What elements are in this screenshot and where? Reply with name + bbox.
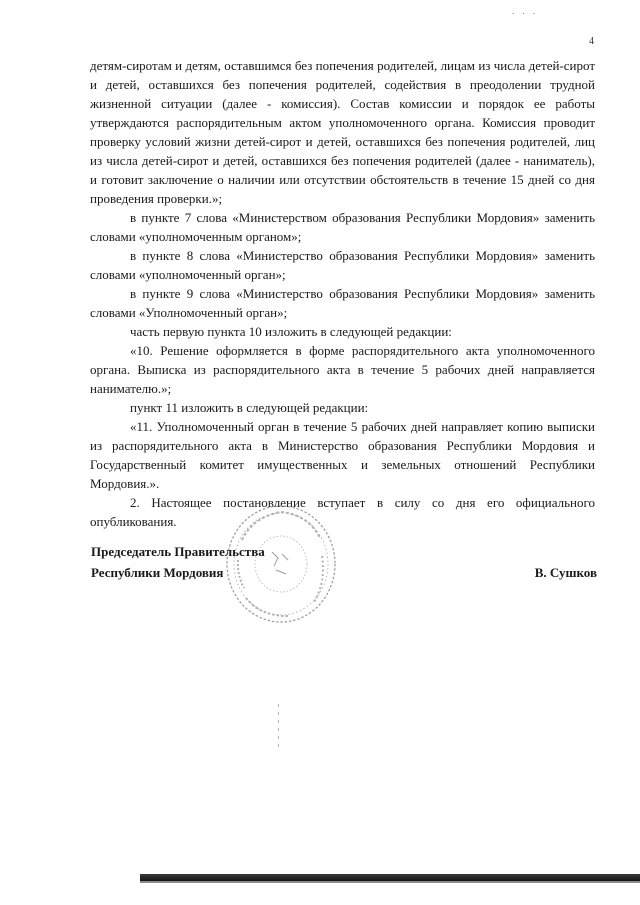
paragraph-item-9: в пункте 9 слова «Министерство образования Республики Мордовия» заменить словами «Уполномоченный орган»; — [90, 286, 595, 320]
paragraph-item-10-intro: часть первую пункта 10 изложить в следующей редакции: — [130, 324, 452, 339]
scan-marks: . . . — [512, 6, 539, 16]
paragraph-item-11-intro: пункт 11 изложить в следующей редакции: — [130, 400, 369, 415]
paragraph-item-8: в пункте 8 слова «Министерство образования Республики Мордовия» заменить словами «уполномоченный орган»; — [90, 248, 595, 282]
document-body — [90, 56, 595, 531]
paragraph-item-7: в пункте 7 слова «Министерством образования Республики Мордовия» заменить словами «уполномоченным органом»; — [90, 210, 595, 244]
scan-edge-bar — [140, 874, 640, 881]
scan-edge-shadow — [140, 881, 640, 883]
paragraph-continuation: детям-сиротам и детям, оставшимся без попечения родителей, лицам из числа детей-сирот и детей, оставшихся без попечения родителей, содействия в преодолении трудной жизненной ситуации (далее - комиссия). Состав комиссии и порядок ее работы утверждаются распорядительным актом уполномоченного органа. Комиссия проводит проверку условий жизни детей-сирот и детей, оставшихся без попечения родителей, лиц из числа детей-сирот и детей, оставшихся без попечения родителей (далее - наниматель), и готовит заключение о наличии или отсутствии обстоятельств в течение 15 дней со дня проведения проверки.»; — [90, 58, 595, 206]
page-number: 4 — [589, 36, 594, 47]
paragraph-item-10-text: «10. Решение оформляется в форме распорядительного акта уполномоченного органа. Выписка из распорядительного акта в течение 5 рабочих дней направляется нанимателю.»; — [90, 343, 595, 396]
paragraph-item-11-text: «11. Уполномоченный орган в течение 5 рабочих дней направляет копию выписки из распорядительного акта в Министерство образования Республики Мордовия и Государственный комитет имущественных и земельных отношений Республики Мордовия.». — [90, 419, 595, 491]
signature-block — [91, 541, 597, 583]
scan-artifact-line — [278, 704, 279, 748]
paragraph-effective-date: 2. Настоящее постановление вступает в силу со дня его официального опубликования. — [90, 495, 595, 529]
signer-name: В. Сушков — [534, 565, 597, 580]
signer-title-line-2: Республики Мордовия — [91, 565, 224, 580]
signer-title-line-1: Председатель Правительства — [91, 544, 265, 559]
